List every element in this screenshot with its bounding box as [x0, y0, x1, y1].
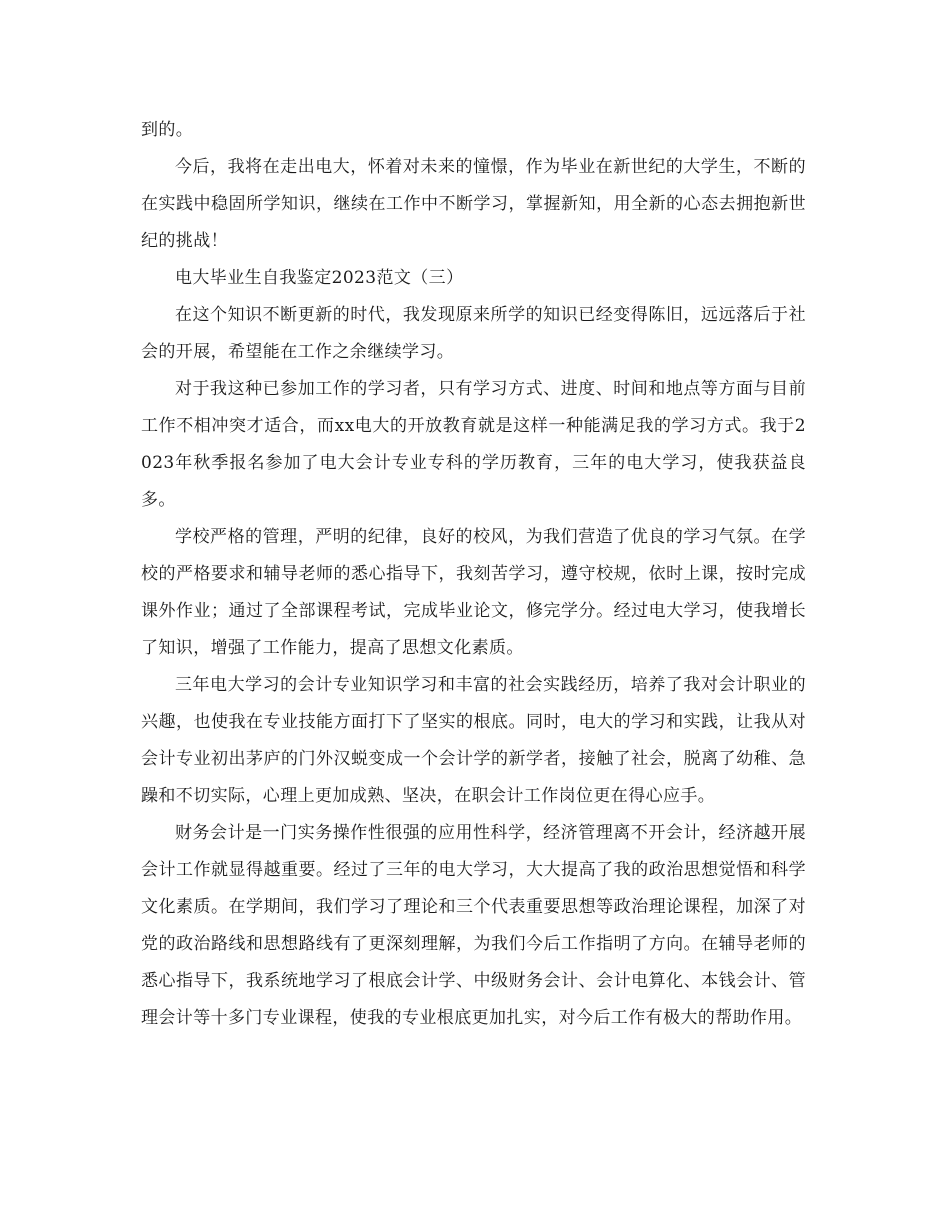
paragraph-school-management: 学校严格的管理，严明的纪律，良好的校风，为我们营造了优良的学习气氛。在学校的严格要求和辅导老师的悉心指导下，我刻苦学习，遵守校规，依时上课，按时完成课外作业；通过了全部课程考试，完成毕业论文，修完学分。经过电大学习，使我增长了知识，增强了工作能力，提高了思想文化素质。: [141, 527, 806, 658]
paragraph-continuation: 到的。: [141, 120, 194, 140]
paragraph-future-outlook: 今后，我将在走出电大，怀着对未来的憧憬，作为毕业在新世纪的大学生，不断的在实践中稳固所学知识，继续在工作中不断学习，掌握新知，用全新的心态去拥抱新世纪的挑战！: [141, 157, 806, 251]
section-heading: 电大毕业生自我鉴定2023范文（三）: [175, 268, 464, 288]
paragraph-financial-accounting: 财务会计是一门实务操作性很强的应用性科学，经济管理离不开会计，经济越开展会计工作就显得越重要。经过了三年的电大学习，大大提高了我的政治思想觉悟和科学文化素质。在学期间，我们学习了理论和三个代表重要思想等政治理论课程，加深了对党的政治路线和思想路线有了更深刻理解，为我们今后工作指明了方向。在辅导老师的悉心指导下，我系统地学习了根底会计学、中级财务会计、会计电算化、本钱会计、管理会计等十多门专业课程，使我的专业根底更加扎实，对今后工作有极大的帮助作用。: [141, 823, 806, 1028]
paragraph-accounting-practice: 三年电大学习的会计专业知识学习和丰富的社会实践经历，培养了我对会计职业的兴趣，也使我在专业技能方面打下了坚实的根底。同时，电大的学习和实践，让我从对会计专业初出茅庐的门外汉蜕变成一个会计学的新学者，接触了社会，脱离了幼稚、急躁和不切实际，心理上更加成熟、坚决，在职会计工作岗位更在得心应手。: [141, 675, 806, 806]
paragraph-knowledge-update: 在这个知识不断更新的时代，我发现原来所学的知识已经变得陈旧，远远落后于社会的开展，希望能在工作之余继续学习。: [141, 305, 806, 362]
paragraph-learning-method: 对于我这种已参加工作的学习者，只有学习方式、进度、时间和地点等方面与目前工作不相冲突才适合，而xx电大的开放教育就是这样一种能满足我的学习方式。我于2023年秋季报名参加了电大会计专业专科的学历教育，三年的电大学习，使我获益良多。: [141, 379, 806, 510]
document-body: [141, 112, 806, 1037]
